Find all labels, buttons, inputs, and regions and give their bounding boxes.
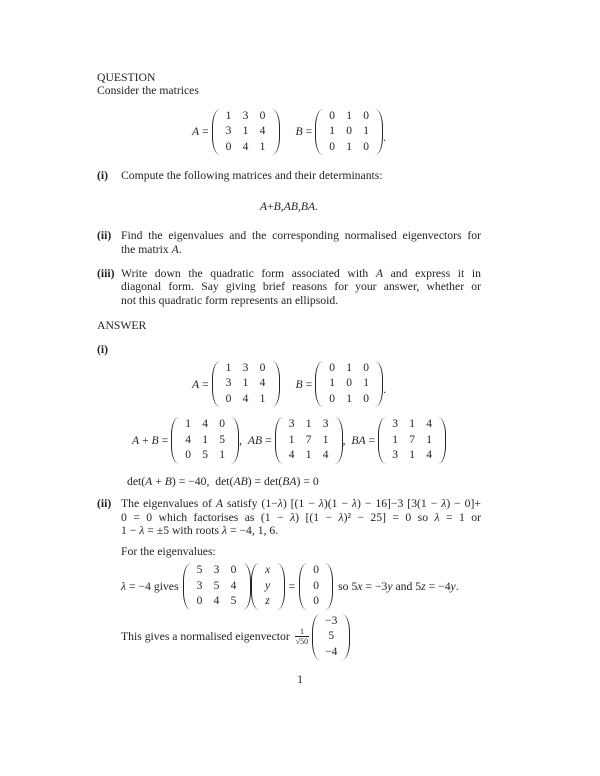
- matrix-cell: 5: [213, 579, 220, 592]
- matrix-cell: 1: [409, 449, 415, 462]
- text-run: )(1 −: [323, 497, 352, 511]
- matrix-cell: 4: [242, 140, 249, 153]
- text-run: .: [178, 242, 182, 256]
- text-run: AB: [247, 434, 263, 448]
- matrix-cell: 1: [392, 433, 398, 446]
- item-label: (ii): [97, 229, 112, 243]
- matrix-cell: 0: [313, 595, 319, 607]
- matrix-cell: 1: [409, 418, 415, 431]
- text-run: λ: [121, 579, 127, 593]
- text-run: = −4 gives: [126, 579, 179, 593]
- equation-period: .: [383, 383, 387, 397]
- matrix-B-cells: [322, 360, 376, 409]
- matrix-cell: 5: [328, 630, 335, 642]
- matrix-cell: 0: [219, 418, 225, 431]
- matrix-cell: 4: [185, 433, 191, 446]
- matrix-A-plus-B-cells: [178, 416, 232, 465]
- text-run: ) [(1 −: [282, 497, 319, 511]
- matrix-cell: 0: [313, 564, 319, 576]
- text-run: = 1 or: [439, 510, 481, 524]
- matrix-cell: 0: [329, 361, 335, 374]
- matrix-cell: 1: [346, 140, 352, 153]
- matrix-cell: 4: [202, 418, 208, 431]
- text-run: and express it in: [382, 266, 481, 280]
- right-paren-icon: [342, 614, 350, 661]
- equals-sign: =: [288, 579, 296, 593]
- item-label: (iii): [97, 266, 115, 280]
- matrix-cell: 4: [259, 377, 266, 390]
- text-run: .: [455, 579, 459, 593]
- matrix-cell: 0: [329, 392, 335, 405]
- text-run: A: [215, 497, 224, 511]
- text-run: B: [295, 125, 303, 139]
- text-run: λ: [277, 497, 283, 511]
- text-run: λ: [290, 510, 296, 524]
- matrix-BA: [378, 416, 446, 465]
- matrix-cell: 0: [363, 109, 369, 122]
- matrix-cell: 0: [225, 140, 232, 153]
- text-run: =: [302, 377, 316, 391]
- matrix-B: [315, 360, 383, 409]
- text-run: = −3: [362, 579, 388, 593]
- text-line: Find the eigenvalues and the corresponding normalised eigenvectors for: [121, 229, 481, 243]
- matrix-cell: 1: [363, 125, 369, 138]
- text-run: AB: [283, 199, 298, 213]
- text-run: )² − 25] = 0 so: [343, 510, 435, 524]
- answer-item-i-label: (i): [97, 342, 109, 356]
- matrix-cell: 1: [346, 109, 352, 122]
- product-BA-label: [343, 434, 378, 447]
- right-paren-icon: [375, 361, 383, 408]
- text-run: λ: [441, 497, 447, 511]
- text-run: λ: [338, 510, 344, 524]
- matrix-cell: x: [264, 564, 271, 576]
- matrix-cell: 3: [213, 564, 220, 576]
- fraction-denominator: √50: [295, 637, 309, 647]
- matrix-cell: 0: [363, 361, 369, 374]
- matrix-cell: 4: [322, 449, 329, 462]
- matrix-cell: 0: [346, 125, 352, 138]
- text-run: = −4, 1, 6.: [227, 524, 279, 538]
- matrix-A-cells: [219, 108, 273, 157]
- right-paren-icon: [243, 563, 251, 610]
- text-run: BA: [282, 474, 297, 488]
- text-line: [121, 267, 481, 280]
- text-run: +: [267, 199, 274, 213]
- matrix-cell: 3: [392, 418, 398, 431]
- text-line: [121, 511, 481, 524]
- matrix-cell: 4: [288, 449, 295, 462]
- matrix-A-cells: [219, 360, 273, 409]
- matrix-cell: 1: [225, 109, 232, 122]
- text-run: BA: [351, 434, 366, 448]
- matrix-cell: 3: [288, 418, 295, 431]
- text-run: B: [164, 474, 172, 488]
- matrix-cell: 3: [242, 361, 249, 374]
- vector-zero: [299, 562, 333, 611]
- item-text: [121, 267, 481, 307]
- text-run: =: [262, 434, 275, 448]
- text-run: 1 −: [121, 524, 140, 538]
- matrix-cell: 7: [409, 433, 415, 446]
- matrix-lambda4: [183, 562, 251, 611]
- matrix-cell: 0: [259, 109, 266, 122]
- vector-xyz-cells: [258, 562, 278, 611]
- text-run: A: [375, 266, 383, 280]
- matrix-cell: 0: [363, 140, 369, 153]
- matrix-A: [212, 360, 280, 409]
- matrix-cell: 3: [392, 449, 398, 462]
- text-run: λ: [434, 510, 440, 524]
- question-item-ii: [97, 229, 481, 256]
- text-run: ) [(1 −: [295, 510, 339, 524]
- page-content: [97, 71, 481, 661]
- text-run: = −4: [425, 579, 451, 593]
- equation-lambda-minus-4: [121, 562, 481, 611]
- equation-define-matrices-answer: [97, 360, 481, 409]
- vector-eigenvector: [312, 613, 350, 662]
- matrix-cell: −4: [325, 645, 338, 658]
- item-label: (i): [97, 169, 109, 183]
- matrix-B-label: [296, 378, 316, 391]
- text-run: ) = det(: [247, 474, 283, 488]
- fraction-1-over-sqrt50: [295, 627, 309, 646]
- text-line: [121, 243, 481, 256]
- product-AB-label: [239, 434, 274, 447]
- right-paren-icon: [272, 361, 280, 408]
- text-run: AB: [233, 474, 248, 488]
- matrix-cell: 0: [346, 377, 352, 390]
- matrix-cell: 1: [259, 392, 266, 405]
- matrix-cell: 3: [196, 579, 203, 592]
- text-run: B: [295, 377, 303, 391]
- matrix-cell: 4: [259, 125, 266, 138]
- text-run: A: [171, 242, 179, 256]
- matrix-cell: 1: [426, 433, 432, 446]
- matrix-cell: 1: [329, 125, 335, 138]
- matrix-cell: z: [265, 595, 270, 607]
- matrix-cell: 0: [259, 361, 266, 374]
- matrix-cell: 4: [426, 418, 432, 431]
- matrix-cell: 0: [329, 109, 335, 122]
- text-run: A: [145, 474, 153, 488]
- question-heading: QUESTION: [97, 71, 156, 84]
- text-run: satisfy (1−: [223, 497, 278, 511]
- text-run: λ: [351, 497, 357, 511]
- text-run: +: [152, 474, 165, 488]
- right-paren-icon: [231, 417, 239, 464]
- matrix-cell: 1: [185, 418, 191, 431]
- text-run: ) = 0: [296, 474, 319, 488]
- text-run: λ: [318, 497, 324, 511]
- matrix-cell: 5: [202, 449, 208, 462]
- answer-heading: ANSWER: [97, 319, 147, 333]
- matrix-cell: 5: [230, 595, 237, 607]
- text-run: ,: [297, 199, 301, 213]
- vector-zero-cells: [306, 562, 326, 611]
- text-run: y: [387, 579, 393, 593]
- equation-period: .: [383, 130, 387, 144]
- matrix-A-label: [192, 378, 212, 391]
- text-run: =: [199, 377, 212, 391]
- matrix-A-plus-B: [171, 416, 239, 465]
- matrix-B-label: [296, 125, 316, 138]
- right-paren-icon: [272, 109, 280, 156]
- matrix-B-cells: [322, 108, 376, 157]
- matrix-lambda4-cells: [190, 562, 244, 611]
- matrix-cell: −3: [325, 614, 338, 627]
- matrix-cell: 0: [225, 392, 232, 405]
- text-run: x: [357, 579, 363, 593]
- matrix-cell: 1: [288, 433, 295, 446]
- question-item-i: [97, 169, 481, 182]
- text-run: +: [139, 434, 152, 448]
- fraction-numerator: 1: [299, 627, 304, 637]
- right-paren-icon: [438, 417, 446, 464]
- question-intro: Consider the matrices: [97, 84, 199, 98]
- matrix-cell: 1: [225, 361, 232, 374]
- matrix-cell: 0: [185, 449, 191, 462]
- matrix-cell: y: [264, 579, 271, 592]
- matrix-AB: [275, 416, 343, 465]
- vector-xyz: [251, 562, 285, 611]
- eigenvector-row: [121, 613, 481, 662]
- right-paren-icon: [325, 563, 333, 610]
- matrix-cell: 3: [242, 109, 249, 122]
- matrix-cell: 0: [363, 392, 369, 405]
- matrix-cell: 4: [426, 449, 432, 462]
- text-run: =: [199, 125, 212, 139]
- text-run: det(: [127, 474, 146, 488]
- matrix-AB-cells: [282, 416, 336, 465]
- text-run: and 5: [392, 579, 422, 593]
- vector-eigenvector-cells: [319, 613, 343, 662]
- text-run: λ: [139, 524, 145, 538]
- text-run: ) = −40, det(: [171, 474, 234, 488]
- item-label: (ii): [97, 497, 112, 511]
- matrix-A: [212, 108, 280, 157]
- determinant-line: [127, 475, 481, 488]
- text-run: the matrix: [121, 242, 172, 256]
- text-run: ,: [239, 434, 248, 448]
- matrix-cell: 5: [219, 433, 225, 446]
- text-run: λ: [221, 524, 228, 538]
- matrix-cell: 1: [202, 433, 208, 446]
- matrix-cell: 4: [213, 595, 220, 607]
- text-run: =: [158, 434, 172, 448]
- right-paren-icon: [335, 417, 343, 464]
- matrix-cell: 3: [225, 125, 232, 138]
- text-run: B: [273, 199, 281, 213]
- item-text: Compute the following matrices and their determinants:: [121, 169, 383, 183]
- sum-label: [132, 434, 171, 447]
- item-text: [121, 229, 481, 256]
- page-number: 1: [297, 673, 303, 686]
- text-run: y: [450, 579, 456, 593]
- equation-results: [97, 416, 481, 465]
- text-run: so 5: [338, 579, 358, 593]
- matrix-cell: 0: [313, 579, 319, 592]
- matrix-cell: 4: [230, 579, 237, 592]
- text-run: 0 = 0 which factorises as (1 −: [121, 510, 291, 524]
- matrix-cell: 1: [329, 377, 335, 390]
- matrix-cell: 1: [219, 449, 225, 462]
- lambda-label: [121, 580, 179, 593]
- text-run: A: [191, 377, 200, 391]
- text-run: B: [151, 434, 159, 448]
- text-run: ) − 16]−3 [3(1 −: [356, 497, 442, 511]
- matrix-cell: 1: [346, 392, 352, 405]
- equation-define-matrices: [97, 108, 481, 157]
- matrix-cell: 0: [230, 564, 237, 576]
- matrix-cell: 1: [242, 377, 249, 390]
- text-run: ,: [280, 199, 284, 213]
- so-conditions-text: [338, 580, 459, 593]
- text-run: The eigenvalues of: [121, 497, 216, 511]
- matrix-cell: 1: [305, 449, 312, 462]
- right-paren-icon: [277, 563, 285, 610]
- text-run: ) − 0]+: [446, 497, 481, 511]
- text-run: A: [131, 434, 140, 448]
- matrix-B: [315, 108, 383, 157]
- for-eigenvalues-text: For the eigenvalues:: [121, 544, 216, 558]
- matrix-cell: 1: [363, 377, 369, 390]
- text-run: Write down the quadratic form associated with: [121, 266, 376, 280]
- matrix-cell: 3: [322, 418, 329, 431]
- text-run: .: [315, 199, 319, 213]
- text-run: ,: [342, 434, 352, 448]
- text-line: [121, 497, 481, 510]
- matrix-cell: 1: [242, 125, 249, 138]
- answer-item-ii: [97, 497, 481, 661]
- text-run: =: [302, 125, 316, 139]
- question-item-iii: [97, 267, 481, 307]
- matrix-BA-cells: [385, 416, 439, 465]
- matrix-cell: 1: [305, 418, 312, 431]
- matrix-cell: 7: [305, 433, 312, 446]
- item-text: [121, 497, 481, 661]
- text-run: =: [365, 434, 379, 448]
- matrix-A-label: [192, 125, 212, 138]
- eigenvector-text: This gives a normalised eigenvector: [121, 630, 290, 644]
- matrix-cell: 3: [225, 377, 232, 390]
- matrix-cell: 1: [346, 361, 352, 374]
- matrix-cell: 0: [329, 140, 335, 153]
- text-line: [121, 524, 481, 537]
- text-run: z: [421, 579, 426, 593]
- display-math-sums: [97, 200, 481, 213]
- matrix-cell: 1: [322, 433, 329, 446]
- right-paren-icon: [375, 109, 383, 156]
- matrix-cell: 5: [196, 564, 203, 576]
- matrix-cell: 1: [259, 140, 266, 153]
- matrix-cell: 4: [242, 392, 249, 405]
- text-line: not this quadratic form represents an ellipsoid.: [121, 293, 339, 307]
- text-run: A: [259, 199, 268, 213]
- matrix-cell: 0: [196, 595, 203, 607]
- text-line: diagonal form. Say giving brief reasons for your answer, whether or: [121, 280, 481, 294]
- text-run: BA: [300, 199, 316, 213]
- text-run: A: [191, 125, 200, 139]
- text-run: = ±5 with roots: [144, 524, 222, 538]
